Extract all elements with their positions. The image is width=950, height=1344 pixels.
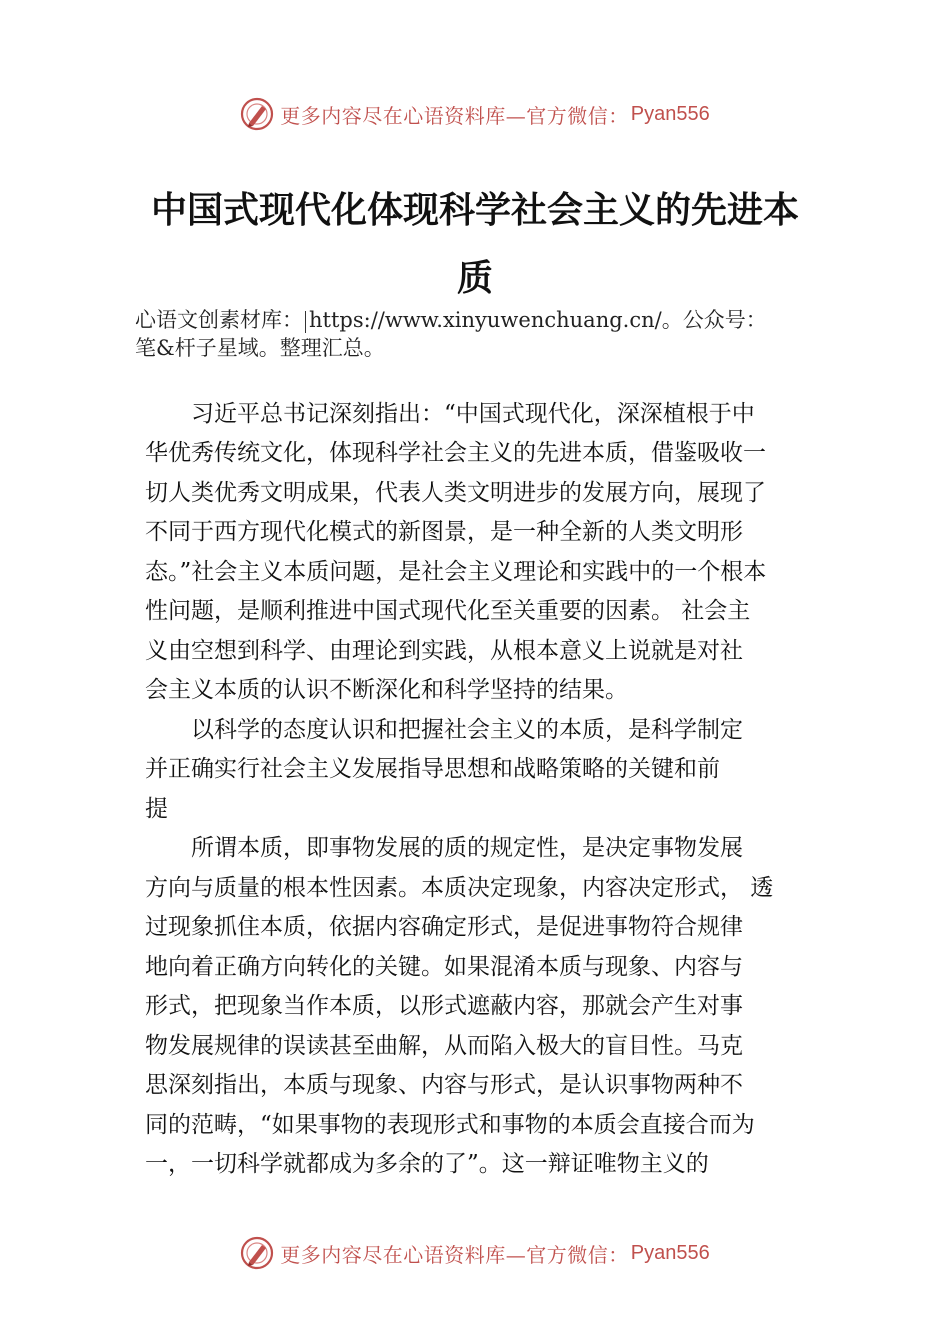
footer-banner bbox=[0, 1233, 950, 1273]
body-line: 义由空想到科学、由理论到实践，从根本意义上说就是对社 bbox=[145, 638, 743, 664]
banner-text: 更多内容尽在心语资料库—官方微信： bbox=[280, 1242, 629, 1267]
text-cursor bbox=[305, 311, 306, 333]
source-line-1 bbox=[135, 306, 855, 334]
body-line: 过现象抓住本质，依据内容确定形式，是促进事物符合规律 bbox=[145, 914, 743, 940]
body-line: 物发展规律的误读甚至曲解，从而陷入极大的盲目性。马克 bbox=[145, 1033, 743, 1059]
pen-logo-icon bbox=[240, 97, 274, 131]
body-line: 一，一切科学就都成为多余的了”。这一辩证唯物主义的 bbox=[145, 1151, 709, 1177]
body-line: 以科学的态度认识和把握社会主义的本质，是科学制定 bbox=[145, 717, 743, 743]
document-title-line2: 质 bbox=[456, 257, 493, 299]
body-line: 态。”社会主义本质问题，是社会主义理论和实践中的一个根本 bbox=[145, 559, 767, 585]
document-title-line1: 中国式现代化体现科学社会主义的先进本 bbox=[150, 189, 799, 231]
pen-logo-icon bbox=[240, 1236, 274, 1270]
banner-wechat-id: Pyan556 bbox=[630, 102, 710, 125]
body-line: 不同于西方现代化模式的新图景，是一种全新的人类文明形 bbox=[145, 519, 743, 545]
body-line: 并正确实行社会主义发展指导思想和战略策略的关键和前 bbox=[145, 756, 720, 782]
body-line: 提 bbox=[145, 796, 168, 822]
source-line-2: 笔&杆子星域。整理汇总。 bbox=[135, 336, 385, 360]
body-line: 思深刻指出，本质与现象、内容与形式，是认识事物两种不 bbox=[145, 1072, 743, 1098]
banner-wechat-id: Pyan556 bbox=[630, 1241, 710, 1264]
body-line: 华优秀传统文化，体现科学社会主义的先进本质，借鉴吸收一 bbox=[145, 440, 766, 466]
body-line: 习近平总书记深刻指出：“中国式现代化，深深植根于中 bbox=[145, 401, 755, 427]
body-line: 会主义本质的认识不断深化和科学坚持的结果。 bbox=[145, 677, 628, 703]
body-line: 性问题，是顺利推进中国式现代化至关重要的因素。 社会主 bbox=[145, 598, 751, 624]
body-line: 地向着正确方向转化的关键。如果混淆本质与现象、内容与 bbox=[145, 954, 743, 980]
source-label: 心语文创素材库： bbox=[135, 308, 303, 332]
body-line: 方向与质量的根本性因素。本质决定现象，内容决定形式， 透 bbox=[145, 875, 774, 901]
body-line: 同的范畴，“如果事物的表现形式和事物的本质会直接合而为 bbox=[145, 1112, 755, 1138]
body-line: 所谓本质，即事物发展的质的规定性，是决定事物发展 bbox=[145, 835, 743, 861]
banner-text: 更多内容尽在心语资料库—官方微信： bbox=[280, 103, 629, 128]
body-line: 切人类优秀文明成果，代表人类文明进步的发展方向，展现了 bbox=[145, 480, 766, 506]
source-url-text: https://www.xinyuwenchuang.cn/。公众号： bbox=[309, 308, 767, 332]
body-line: 形式，把现象当作本质，以形式遮蔽内容，那就会产生对事 bbox=[145, 993, 743, 1019]
header-banner bbox=[0, 94, 950, 134]
